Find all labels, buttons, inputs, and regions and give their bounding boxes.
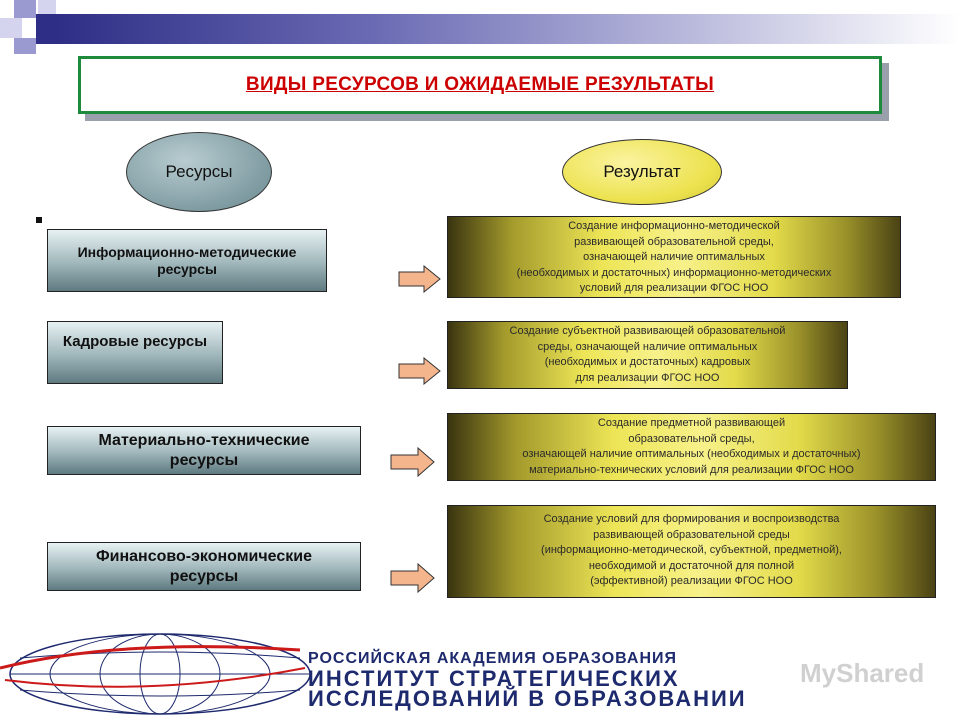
footer-line-2: ИНСТИТУТ СТРАТЕГИЧЕСКИХ (308, 666, 680, 691)
corner-square-3 (38, 0, 56, 14)
corner-square-5 (14, 38, 36, 54)
footer-logo (0, 628, 960, 720)
result-line: Создание информационно-методической (568, 220, 780, 232)
result-line: означающей наличие оптимальных (необходимых и достаточных) (522, 448, 861, 460)
footer-line-1: РОССИЙСКАЯ АКАДЕМИЯ ОБРАЗОВАНИЯ (308, 650, 678, 667)
resource-line: Материально-технические (98, 432, 310, 450)
arrow-right-icon (398, 265, 442, 293)
bullet-marker (36, 217, 42, 223)
corner-square-4 (36, 14, 56, 44)
result-line: Создание условий для формирования и воспроизводства (543, 513, 840, 525)
arrow-right-icon (398, 357, 442, 385)
top-gradient-bar (56, 14, 960, 44)
resource-line: ресурсы (169, 567, 239, 585)
result-line: для реализации ФГОС НОО (575, 371, 720, 384)
result-line: Создание субъектной развивающей образовательной (509, 325, 786, 337)
resource-box-finance (47, 542, 361, 591)
resource-line: ресурсы (169, 451, 239, 469)
result-line: необходимой и достаточной для полной (588, 559, 795, 572)
result-line: условий для реализации ФГОС НОО (579, 282, 769, 294)
corner-square-1 (14, 0, 36, 18)
result-line: (необходимых и достаточных) информационно-методических (516, 266, 832, 279)
watermark-text: MyShared (800, 658, 925, 688)
resource-line: Информационно-методические (77, 243, 297, 260)
result-box-staff (447, 321, 848, 389)
arrow-right-icon (390, 563, 436, 593)
result-line: означающей наличие оптимальных (583, 251, 765, 263)
corner-square-2 (0, 18, 22, 38)
result-line: (информационно-методической, субъектной, предметной), (541, 544, 842, 556)
resource-box-material (47, 426, 361, 475)
title-box (78, 56, 882, 114)
result-line: среды, означающей наличие оптимальных (537, 340, 758, 353)
resources-ellipse: Ресурсы (126, 132, 272, 212)
resource-box-info-method (47, 229, 327, 292)
result-line: материально-технических условий для реализации ФГОС НОО (529, 463, 854, 476)
slide-title: ВИДЫ РЕСУРСОВ И ОЖИДАЕМЫЕ РЕЗУЛЬТАТЫ (245, 74, 715, 95)
arrow-right-icon (390, 447, 436, 477)
result-line: Создание предметной развивающей (597, 417, 786, 429)
result-box-material (447, 413, 936, 481)
footer-line-3: ИССЛЕДОВАНИЙ В ОБРАЗОВАНИИ (308, 686, 747, 711)
resource-box-staff (47, 321, 223, 384)
resource-line: Кадровые ресурсы (62, 333, 208, 350)
result-line: (необходимых и достаточных) кадровых (544, 356, 751, 368)
result-ellipse: Результат (562, 139, 722, 205)
result-box-info-method (447, 216, 901, 298)
result-line: развивающей образовательной среды (593, 528, 790, 541)
resource-line: Финансово-экономические (95, 548, 313, 566)
result-box-finance (447, 505, 936, 598)
globe-logo-icon (0, 628, 320, 720)
result-line: образовательной среды, (628, 432, 755, 445)
result-line: развивающей образовательной среды, (574, 235, 774, 248)
resource-line: ресурсы (157, 260, 217, 277)
result-line: (эффективной) реализации ФГОС НОО (590, 575, 793, 587)
